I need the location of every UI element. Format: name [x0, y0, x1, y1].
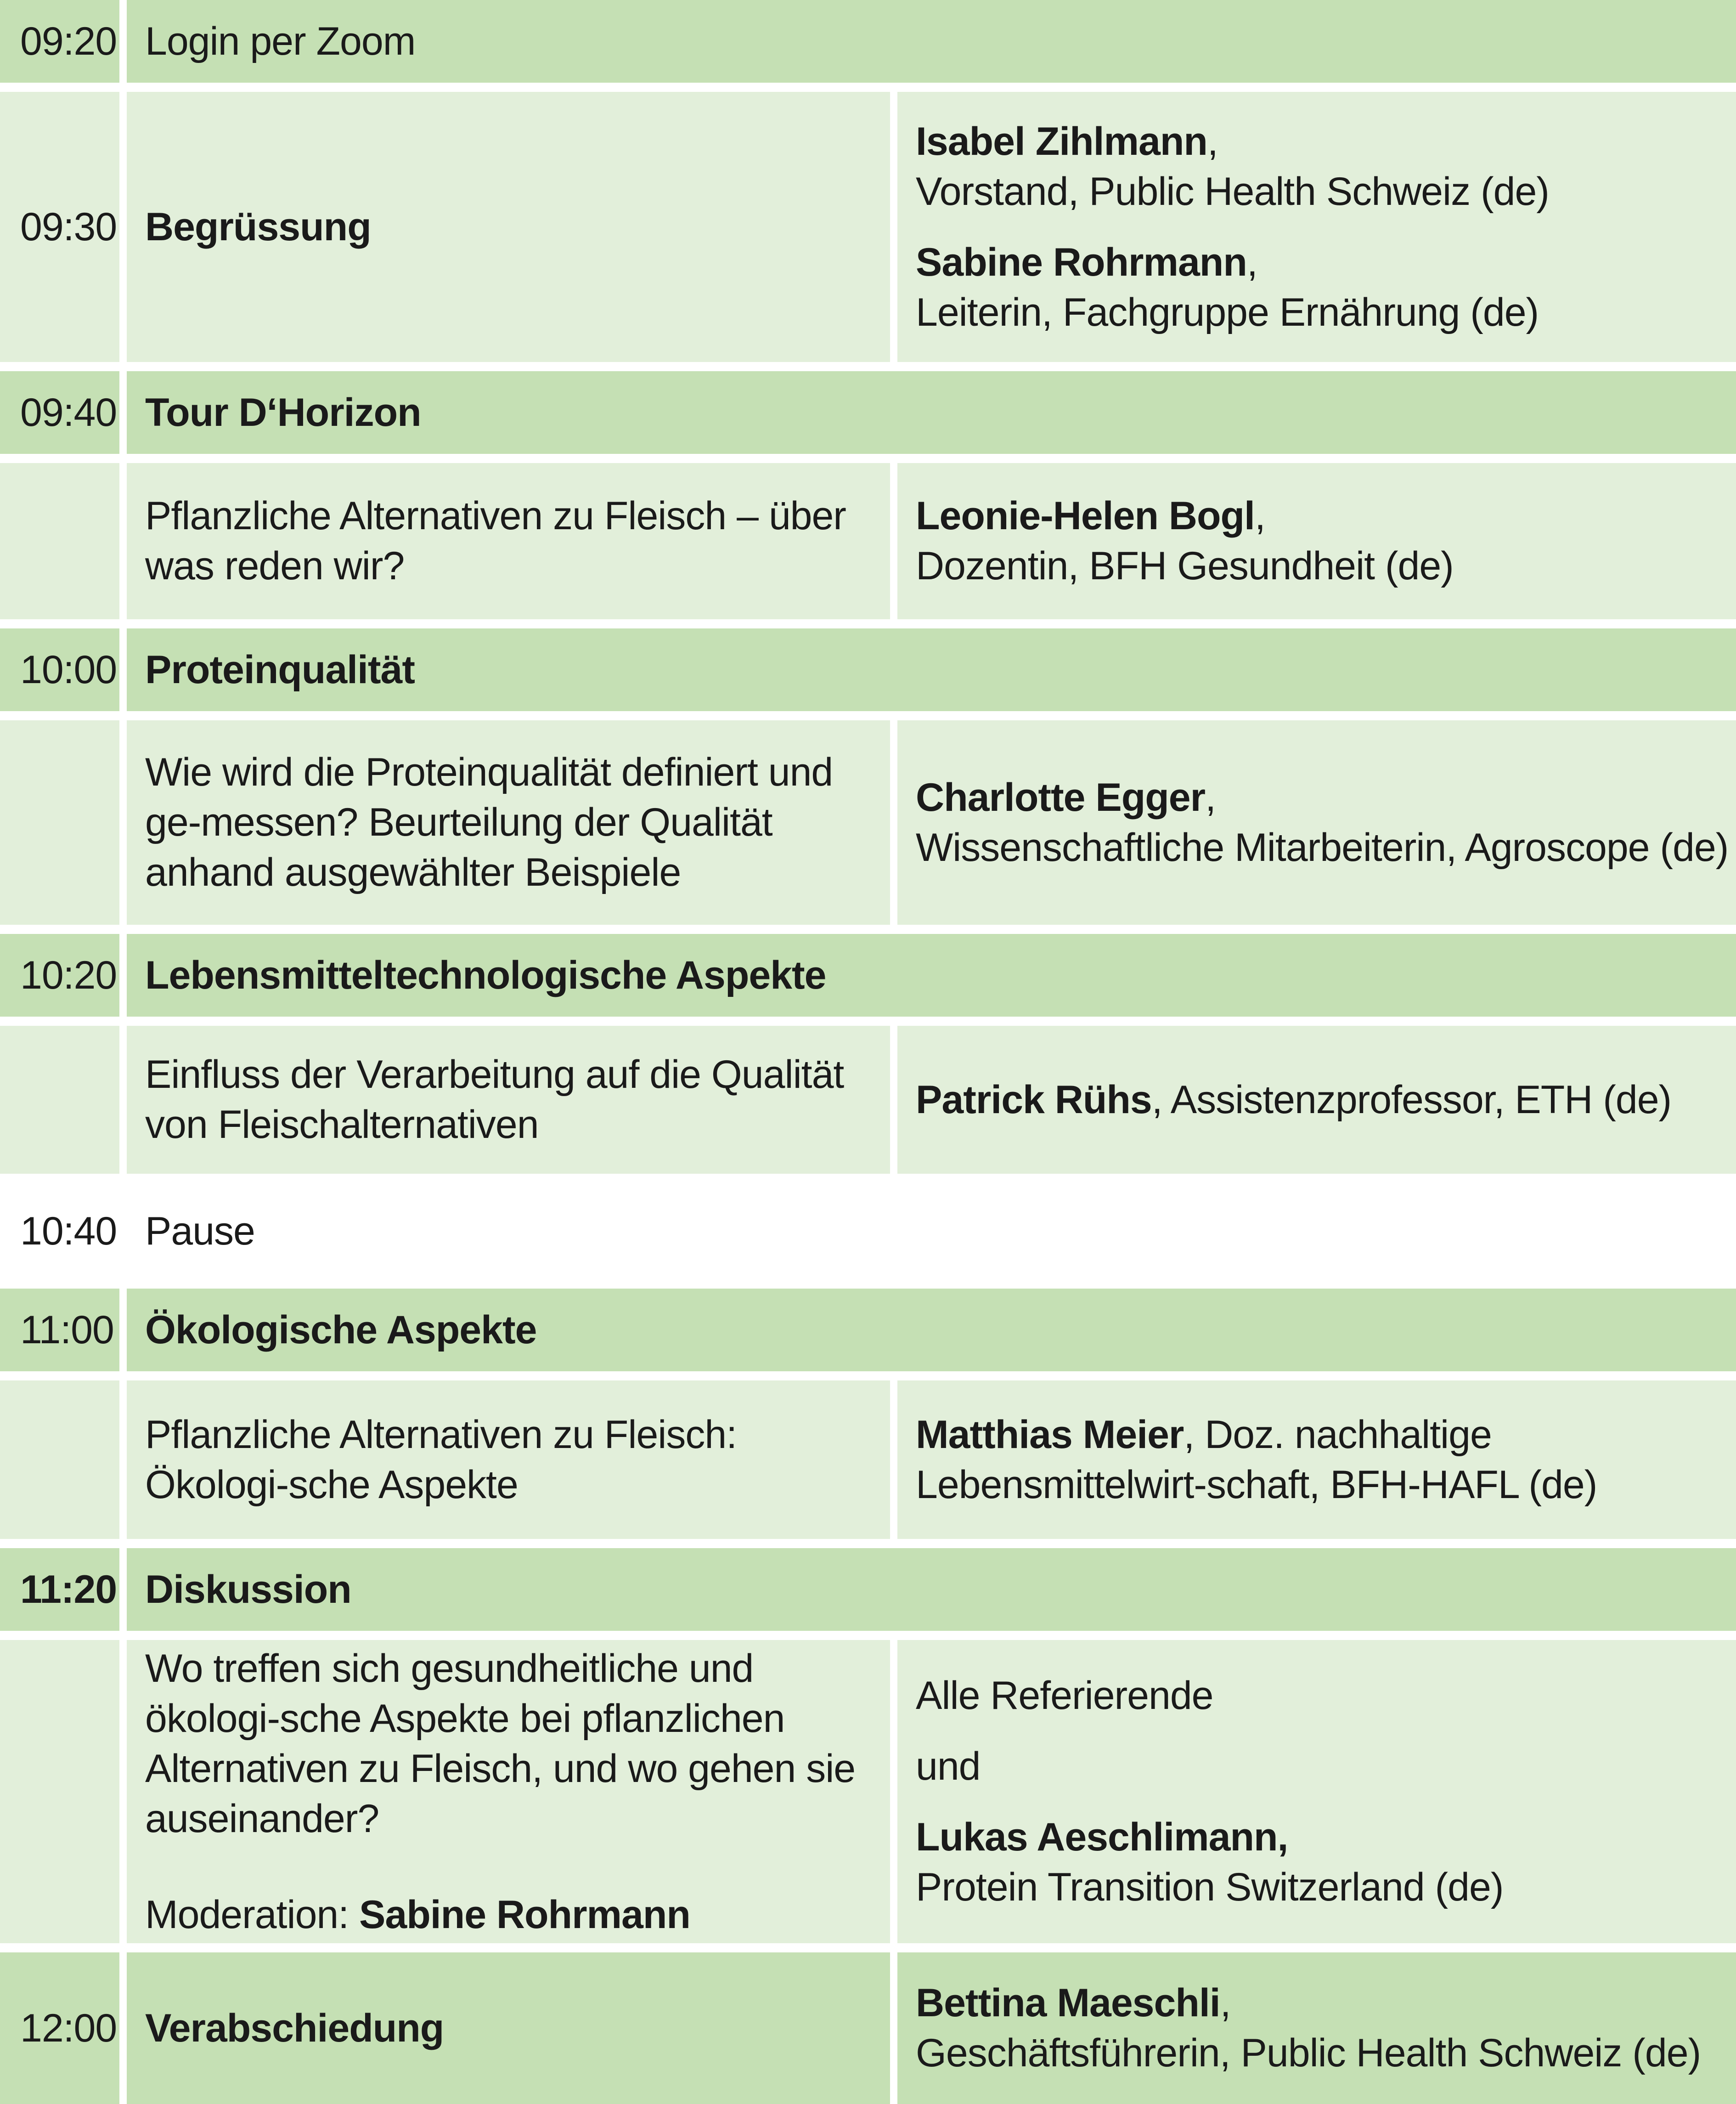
speaker-cell [897, 1952, 1736, 2104]
topic-text: Pflanzliche Alternativen zu Fleisch – über was reden wir? [145, 494, 846, 588]
speaker-cell [897, 1380, 1736, 1539]
time-cell [0, 92, 119, 362]
time-cell [0, 0, 119, 83]
speaker-name: Charlotte Egger [916, 775, 1206, 820]
time-label: 12:00 [20, 2006, 117, 2050]
session-title-cell [127, 0, 1736, 83]
speaker-role: Dozentin, BFH Gesundheit (de) [916, 544, 1454, 588]
time-cell-empty [0, 720, 119, 925]
time-label: 10:20 [20, 953, 117, 997]
time-label: 09:20 [20, 19, 117, 63]
section-title: Tour D‘Horizon [145, 390, 421, 435]
session-title-cell [127, 92, 890, 362]
speaker-sep: , [1151, 1077, 1162, 1122]
topic-cell [127, 1026, 890, 1174]
section-title: Ökologische Aspekte [145, 1307, 537, 1352]
time-label: 09:30 [20, 204, 117, 249]
topic-cell [127, 1380, 890, 1539]
speaker-role: Vorstand, Public Health Schweiz (de) [916, 169, 1549, 214]
time-label: 11:00 [20, 1307, 114, 1352]
speaker-cell [897, 720, 1736, 925]
section-title-cell [127, 934, 1736, 1017]
speaker-role: Wissenschaftliche Mitarbeiterin, Agroscope (de) [916, 825, 1729, 870]
topic-text: Pflanzliche Alternativen zu Fleisch: Ökologi-sche Aspekte [145, 1412, 737, 1507]
time-cell [0, 628, 119, 711]
time-label: 10:40 [20, 1209, 117, 1253]
session-title: Pause [145, 1209, 255, 1253]
speakers-intro: Alle Referierende [916, 1674, 1213, 1718]
moderation-label: Moderation: [145, 1892, 360, 1937]
topic-cell [127, 463, 890, 619]
session-title: Begrüssung [145, 204, 371, 249]
speaker-cell [897, 1026, 1736, 1174]
section-title-cell [127, 1548, 1736, 1631]
topic-cell [127, 720, 890, 925]
speaker-block [916, 238, 1549, 338]
time-cell [0, 1183, 119, 1279]
section-title-cell [127, 371, 1736, 454]
section-title: Diskussion [145, 1567, 351, 1612]
speaker-name: Bettina Maeschli [916, 1981, 1220, 2025]
time-cell-empty [0, 463, 119, 619]
section-title-cell [127, 1289, 1736, 1371]
speaker-role: Leiterin, Fachgruppe Ernährung (de) [916, 290, 1539, 334]
speaker-cell [897, 1640, 1736, 1943]
session-title-cell [127, 1952, 890, 2104]
speaker-name: Patrick Rühs [916, 1077, 1152, 1122]
section-title: Proteinqualität [145, 647, 415, 692]
time-cell [0, 1289, 119, 1371]
session-title-cell [127, 1183, 1736, 1279]
speaker-role: Protein Transition Switzerland (de) [916, 1865, 1504, 1909]
time-cell [0, 1548, 119, 1631]
speaker-sep: , [1220, 1981, 1231, 2025]
speaker-name: Lukas Aeschlimann, [916, 1815, 1288, 1859]
time-cell [0, 371, 119, 454]
session-title: Login per Zoom [145, 19, 416, 63]
speaker-block [916, 117, 1549, 217]
moderator-name: Sabine Rohrmann [359, 1892, 690, 1937]
section-title-cell [127, 628, 1736, 711]
section-title: Lebensmitteltechnologische Aspekte [145, 953, 826, 997]
topic-text: Einfluss der Verarbeitung auf die Qualität von Fleischalternativen [145, 1052, 844, 1147]
speaker-name: Leonie-Helen Bogl [916, 494, 1255, 538]
time-cell [0, 1952, 119, 2104]
time-cell-empty [0, 1640, 119, 1943]
speaker-sep: , [1254, 494, 1265, 538]
time-label: 09:40 [20, 390, 117, 435]
session-title: Verabschiedung [145, 2006, 444, 2050]
speaker-name: Isabel Zihlmann [916, 119, 1207, 164]
speaker-sep: , [1246, 240, 1257, 284]
topic-text: Wie wird die Proteinqualität definiert und ge-messen? Beurteilung der Qualität anhand ausgewählter Beispiele [145, 750, 833, 894]
time-label: 11:20 [20, 1567, 117, 1612]
speaker-role: Doz. nachhaltige Lebensmittelwirt-schaft, BFH-HAFL (de) [916, 1412, 1597, 1507]
topic-cell [127, 1640, 890, 1943]
speaker-cell [897, 92, 1736, 362]
speaker-role: Geschäftsführerin, Public Health Schweiz (de) [916, 2031, 1701, 2075]
time-label: 10:00 [20, 647, 117, 692]
speaker-name: Matthias Meier [916, 1412, 1184, 1457]
speaker-sep: , [1184, 1412, 1195, 1457]
topic-text: Wo treffen sich gesundheitliche und ökologi-sche Aspekte bei pflanzlichen Alternativen zu Fleisch, und wo gehen sie auseinander? [145, 1646, 856, 1841]
time-cell-empty [0, 1026, 119, 1174]
speaker-sep: , [1205, 775, 1216, 820]
conjunction: und [916, 1744, 981, 1788]
speaker-sep: , [1207, 119, 1218, 164]
time-cell [0, 934, 119, 1017]
time-cell-empty [0, 1380, 119, 1539]
speaker-role: Assistenzprofessor, ETH (de) [1162, 1077, 1672, 1122]
moderation-line [145, 1890, 876, 1940]
speaker-cell [897, 463, 1736, 619]
speaker-name: Sabine Rohrmann [916, 240, 1247, 284]
